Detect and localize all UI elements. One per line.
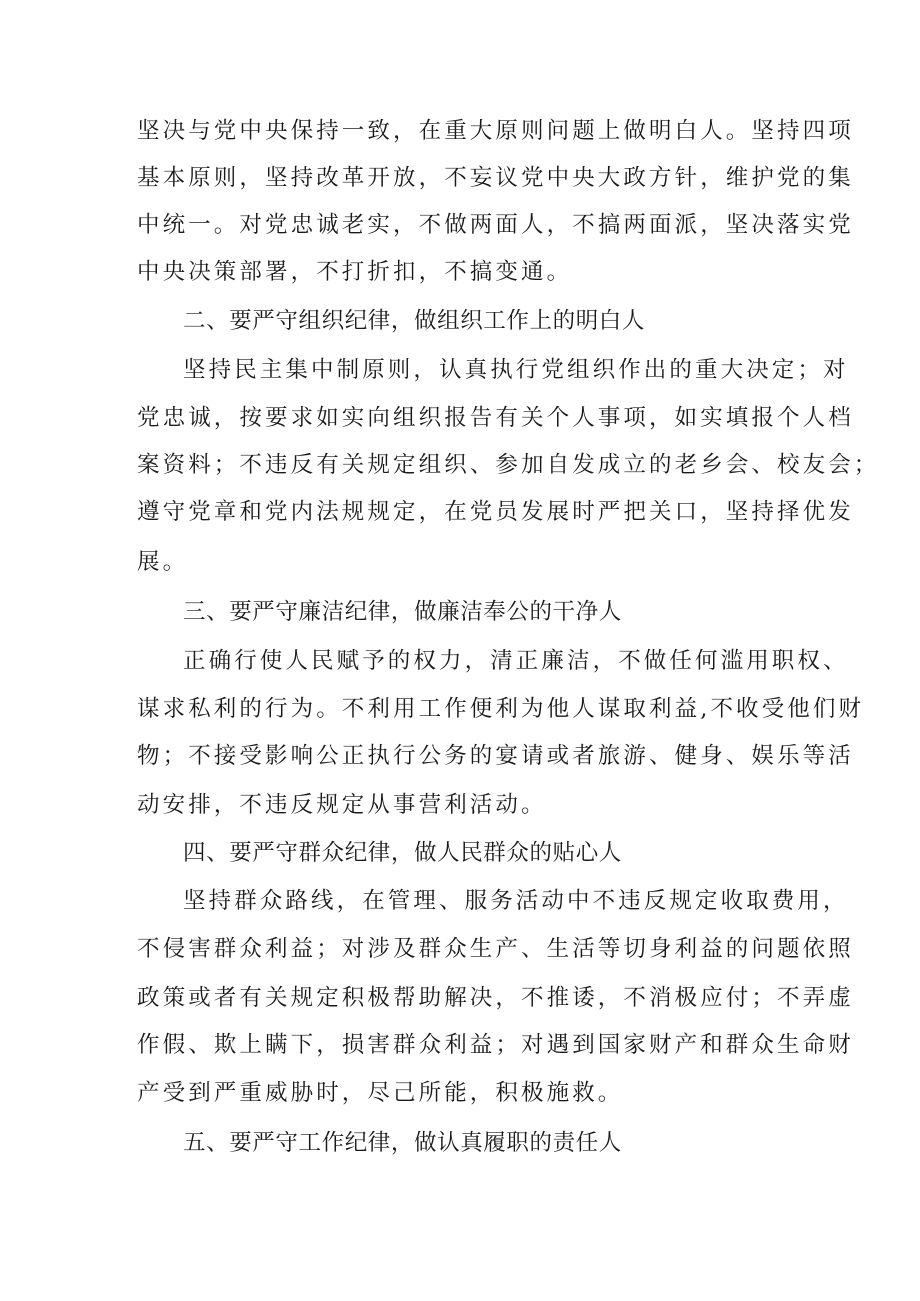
paragraph-1-line-2: 基本原则，坚持改革开放，不妄议党中央大政方针，维护党的集 bbox=[137, 165, 854, 191]
paragraph-3-line-1: 正确行使人民赋予的权力，清正廉洁，不做任何滥用职权、 bbox=[183, 648, 849, 674]
paragraph-3-line-4: 动安排，不违反规定从事营利活动。 bbox=[137, 792, 547, 818]
paragraph-4-line-3: 政策或者有关规定积极帮助解决，不推诿，不消极应付；不弄虚 bbox=[137, 985, 854, 1011]
section-heading-2: 二、要严守组织纪律，做组织工作上的明白人 bbox=[183, 308, 646, 334]
paragraph-2-line-5: 展。 bbox=[137, 549, 189, 575]
section-heading-4: 四、要严守群众纪律，做人民群众的贴心人 bbox=[183, 840, 622, 866]
paragraph-3-line-3: 物；不接受影响公正执行公务的宴请或者旅游、健身、娱乐等活 bbox=[137, 743, 854, 769]
paragraph-2-line-4: 遵守党章和党内法规规定，在党员发展时严把关口，坚持择优发 bbox=[137, 499, 854, 525]
paragraph-1-line-1: 坚决与党中央保持一致，在重大原则问题上做明白人。坚持四项 bbox=[137, 118, 854, 144]
paragraph-2-line-1: 坚持民主集中制原则，认真执行党组织作出的重大决定；对 bbox=[183, 357, 849, 383]
paragraph-2-line-2: 党忠诚，按要求如实向组织报告有关个人事项，如实填报个人档 bbox=[137, 405, 854, 431]
paragraph-1-line-3: 中统一。对党忠诚老实，不做两面人，不搞两面派，坚决落实党 bbox=[137, 212, 854, 238]
paragraph-2-line-3: 案资料；不违反有关规定组织、参加自发成立的老乡会、校友会； bbox=[137, 452, 880, 478]
paragraph-4-line-4: 作假、欺上瞒下，损害群众利益；对遇到国家财产和群众生命财 bbox=[137, 1032, 854, 1058]
paragraph-4-line-2: 不侵害群众利益；对涉及群众生产、生活等切身利益的问题依照 bbox=[137, 936, 854, 962]
paragraph-4-line-5: 产受到严重威胁时，尽己所能，积极施救。 bbox=[137, 1080, 624, 1106]
paragraph-4-line-1: 坚持群众路线，在管理、服务活动中不违反规定收取费用， bbox=[183, 888, 849, 914]
section-heading-5: 五、要严守工作纪律，做认真履职的责任人 bbox=[183, 1130, 622, 1156]
paragraph-3-line-2: 谋求私利的行为。不利用工作便利为他人谋取利益,不收受他们财 bbox=[137, 696, 865, 722]
section-heading-3: 三、要严守廉洁纪律，做廉洁奉公的干净人 bbox=[183, 599, 622, 625]
paragraph-1-line-4: 中央决策部署，不打折扣，不搞变通。 bbox=[137, 259, 573, 285]
